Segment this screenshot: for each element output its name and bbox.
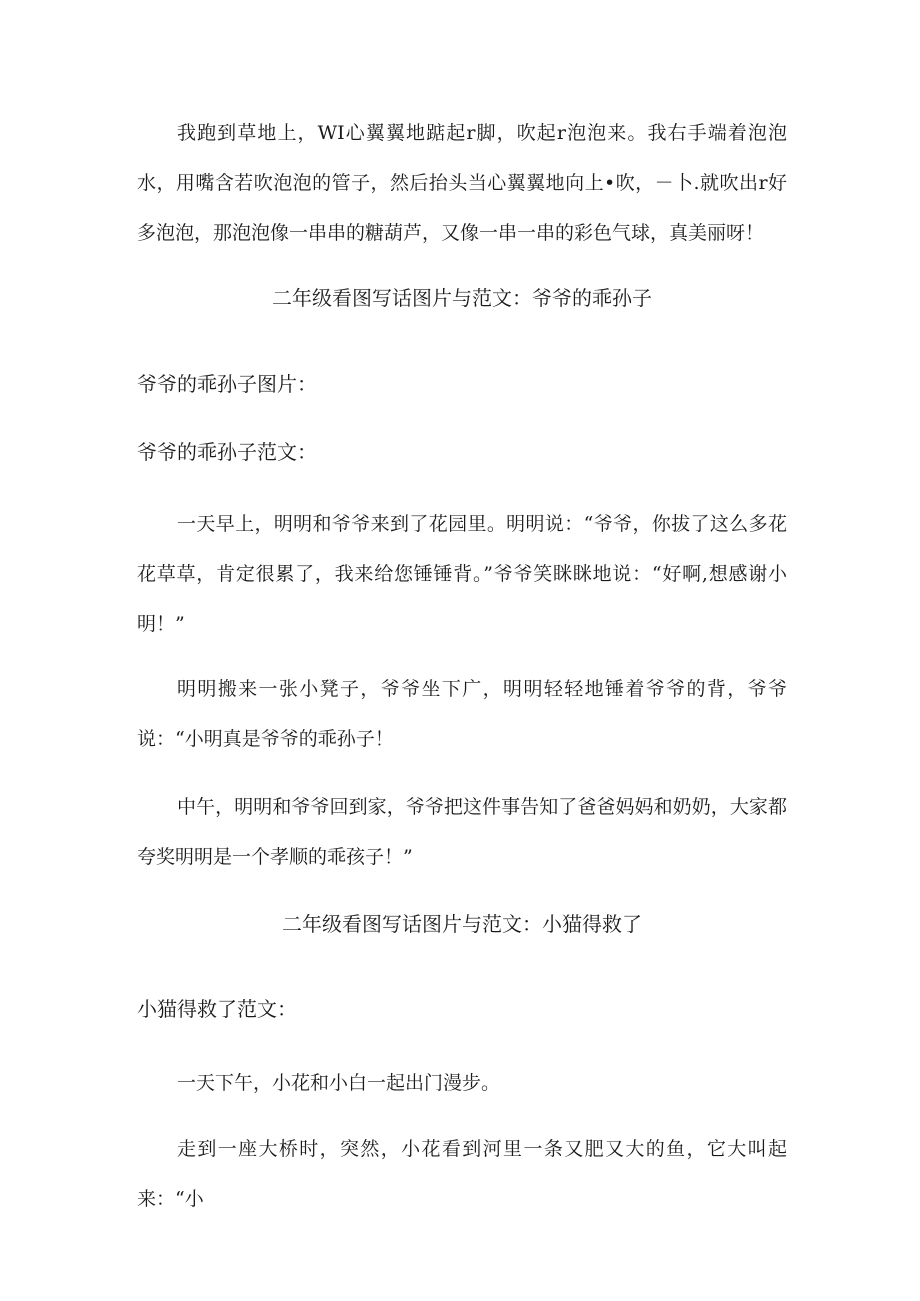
essay-label-kitten: 小猫得救了范文： bbox=[137, 997, 297, 1021]
section-title-grandpa: 二年级看图写话图片与范文：爷爷的乖孙子 bbox=[272, 286, 652, 310]
kitten-paragraph-2: 走到一座大桥时，突然，小花看到河里一条又肥又大的鱼，它大叫起来：“小 bbox=[137, 1138, 787, 1210]
picture-label-grandpa: 爷爷的乖孙子图片： bbox=[137, 372, 317, 396]
intro-paragraph: 我跑到草地上，WI心翼翼地踮起r脚，吹起r泡泡来。我右手端着泡泡水，用嘴含若吹泡泡的管子，然后抬头当心翼翼地向上•吹，－卜.就吹出r好多泡泡，那泡泡像一串串的糖葫芦，又像一串一串的彩色气球，真美丽呀！ bbox=[137, 122, 787, 244]
grandpa-paragraph-1: 一天早上，明明和爷爷来到了花园里。明明说：“爷爷，你拔了这么多花花草草，肯定很累了，我来给您锤锤背。”爷爷笑眯眯地说：“好啊,想感谢小明！” bbox=[137, 513, 787, 635]
essay-label-grandpa: 爷爷的乖孙子范文： bbox=[137, 440, 317, 464]
grandpa-paragraph-2: 明明搬来一张小凳子，爷爷坐下广，明明轻轻地锤着爷爷的背，爷爷说：“小明真是爷爷的乖孙子！ bbox=[137, 678, 787, 750]
section-title-kitten: 二年级看图写话图片与范文：小猫得救了 bbox=[282, 912, 642, 936]
kitten-paragraph-1: 一天下午，小花和小白一起出门漫步。 bbox=[177, 1072, 501, 1094]
grandpa-paragraph-3: 中午，明明和爷爷回到家，爷爷把这件事告知了爸爸妈妈和奶奶，大家都夸奖明明是一个孝顺的乖孩子！” bbox=[137, 796, 787, 868]
